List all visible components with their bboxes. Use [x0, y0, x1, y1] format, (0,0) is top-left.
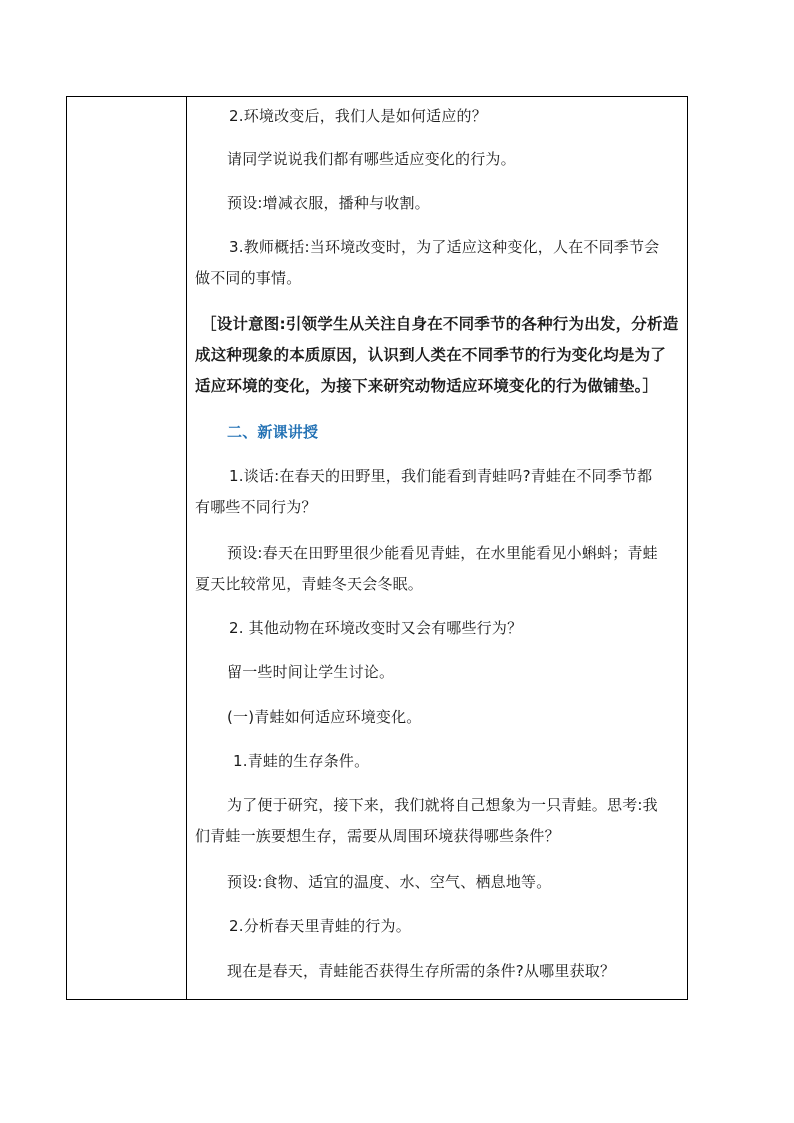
text-line: 夏天比较常见，青蛙冬天会冬眠。	[195, 575, 424, 593]
design-intent-line: 成这种现象的本质原因，认识到人类在不同季节的行为变化均是为了	[195, 346, 667, 364]
text-line: 留一些时间让学生讨论。	[227, 663, 395, 681]
text-line: 预设:增减衣服，播种与收割。	[227, 194, 430, 212]
text-line: 做不同的事情。	[195, 269, 302, 287]
text-line: 2.环境改变后，我们人是如何适应的？	[229, 107, 487, 125]
text-line: 请同学说说我们都有哪些适应变化的行为。	[227, 150, 516, 168]
design-intent-line: 适应环境的变化，为接下来研究动物适应环境变化的行为做铺垫。］	[195, 377, 659, 395]
section-heading: 二、新课讲授	[227, 423, 319, 441]
text-line: 2.分析春天里青蛙的行为。	[229, 917, 411, 935]
text-line: 们青蛙一族要想生存，需要从周围环境获得哪些条件？	[195, 827, 560, 845]
text-line: 3.教师概括:当环境改变时，为了适应这种变化，人在不同季节会	[229, 238, 660, 256]
design-intent-line: ［设计意图:引领学生从关注自身在不同季节的各种行为出发，分析造	[201, 315, 679, 333]
text-line: 1.谈话:在春天的田野里，我们能看到青蛙吗?青蛙在不同季节都	[229, 467, 653, 485]
table-content-column	[187, 97, 687, 999]
text-line: (一)青蛙如何适应环境变化。	[227, 708, 422, 726]
text-line: 有哪些不同行为？	[195, 498, 317, 516]
table-left-column	[67, 97, 187, 999]
document-table	[66, 96, 688, 1000]
text-line: 现在是春天，青蛙能否获得生存所需的条件?从哪里获取？	[227, 962, 616, 980]
text-line: 预设:食物、适宜的温度、水、空气、栖息地等。	[227, 873, 552, 891]
text-line: 1.青蛙的生存条件。	[233, 752, 370, 770]
text-line: 预设:春天在田野里很少能看见青蛙，在水里能看见小蝌蚪；青蛙	[227, 544, 658, 562]
text-line: 2. 其他动物在环境改变时又会有哪些行为？	[229, 619, 523, 637]
text-line: 为了便于研究，接下来，我们就将自己想象为一只青蛙。思考:我	[227, 796, 658, 814]
